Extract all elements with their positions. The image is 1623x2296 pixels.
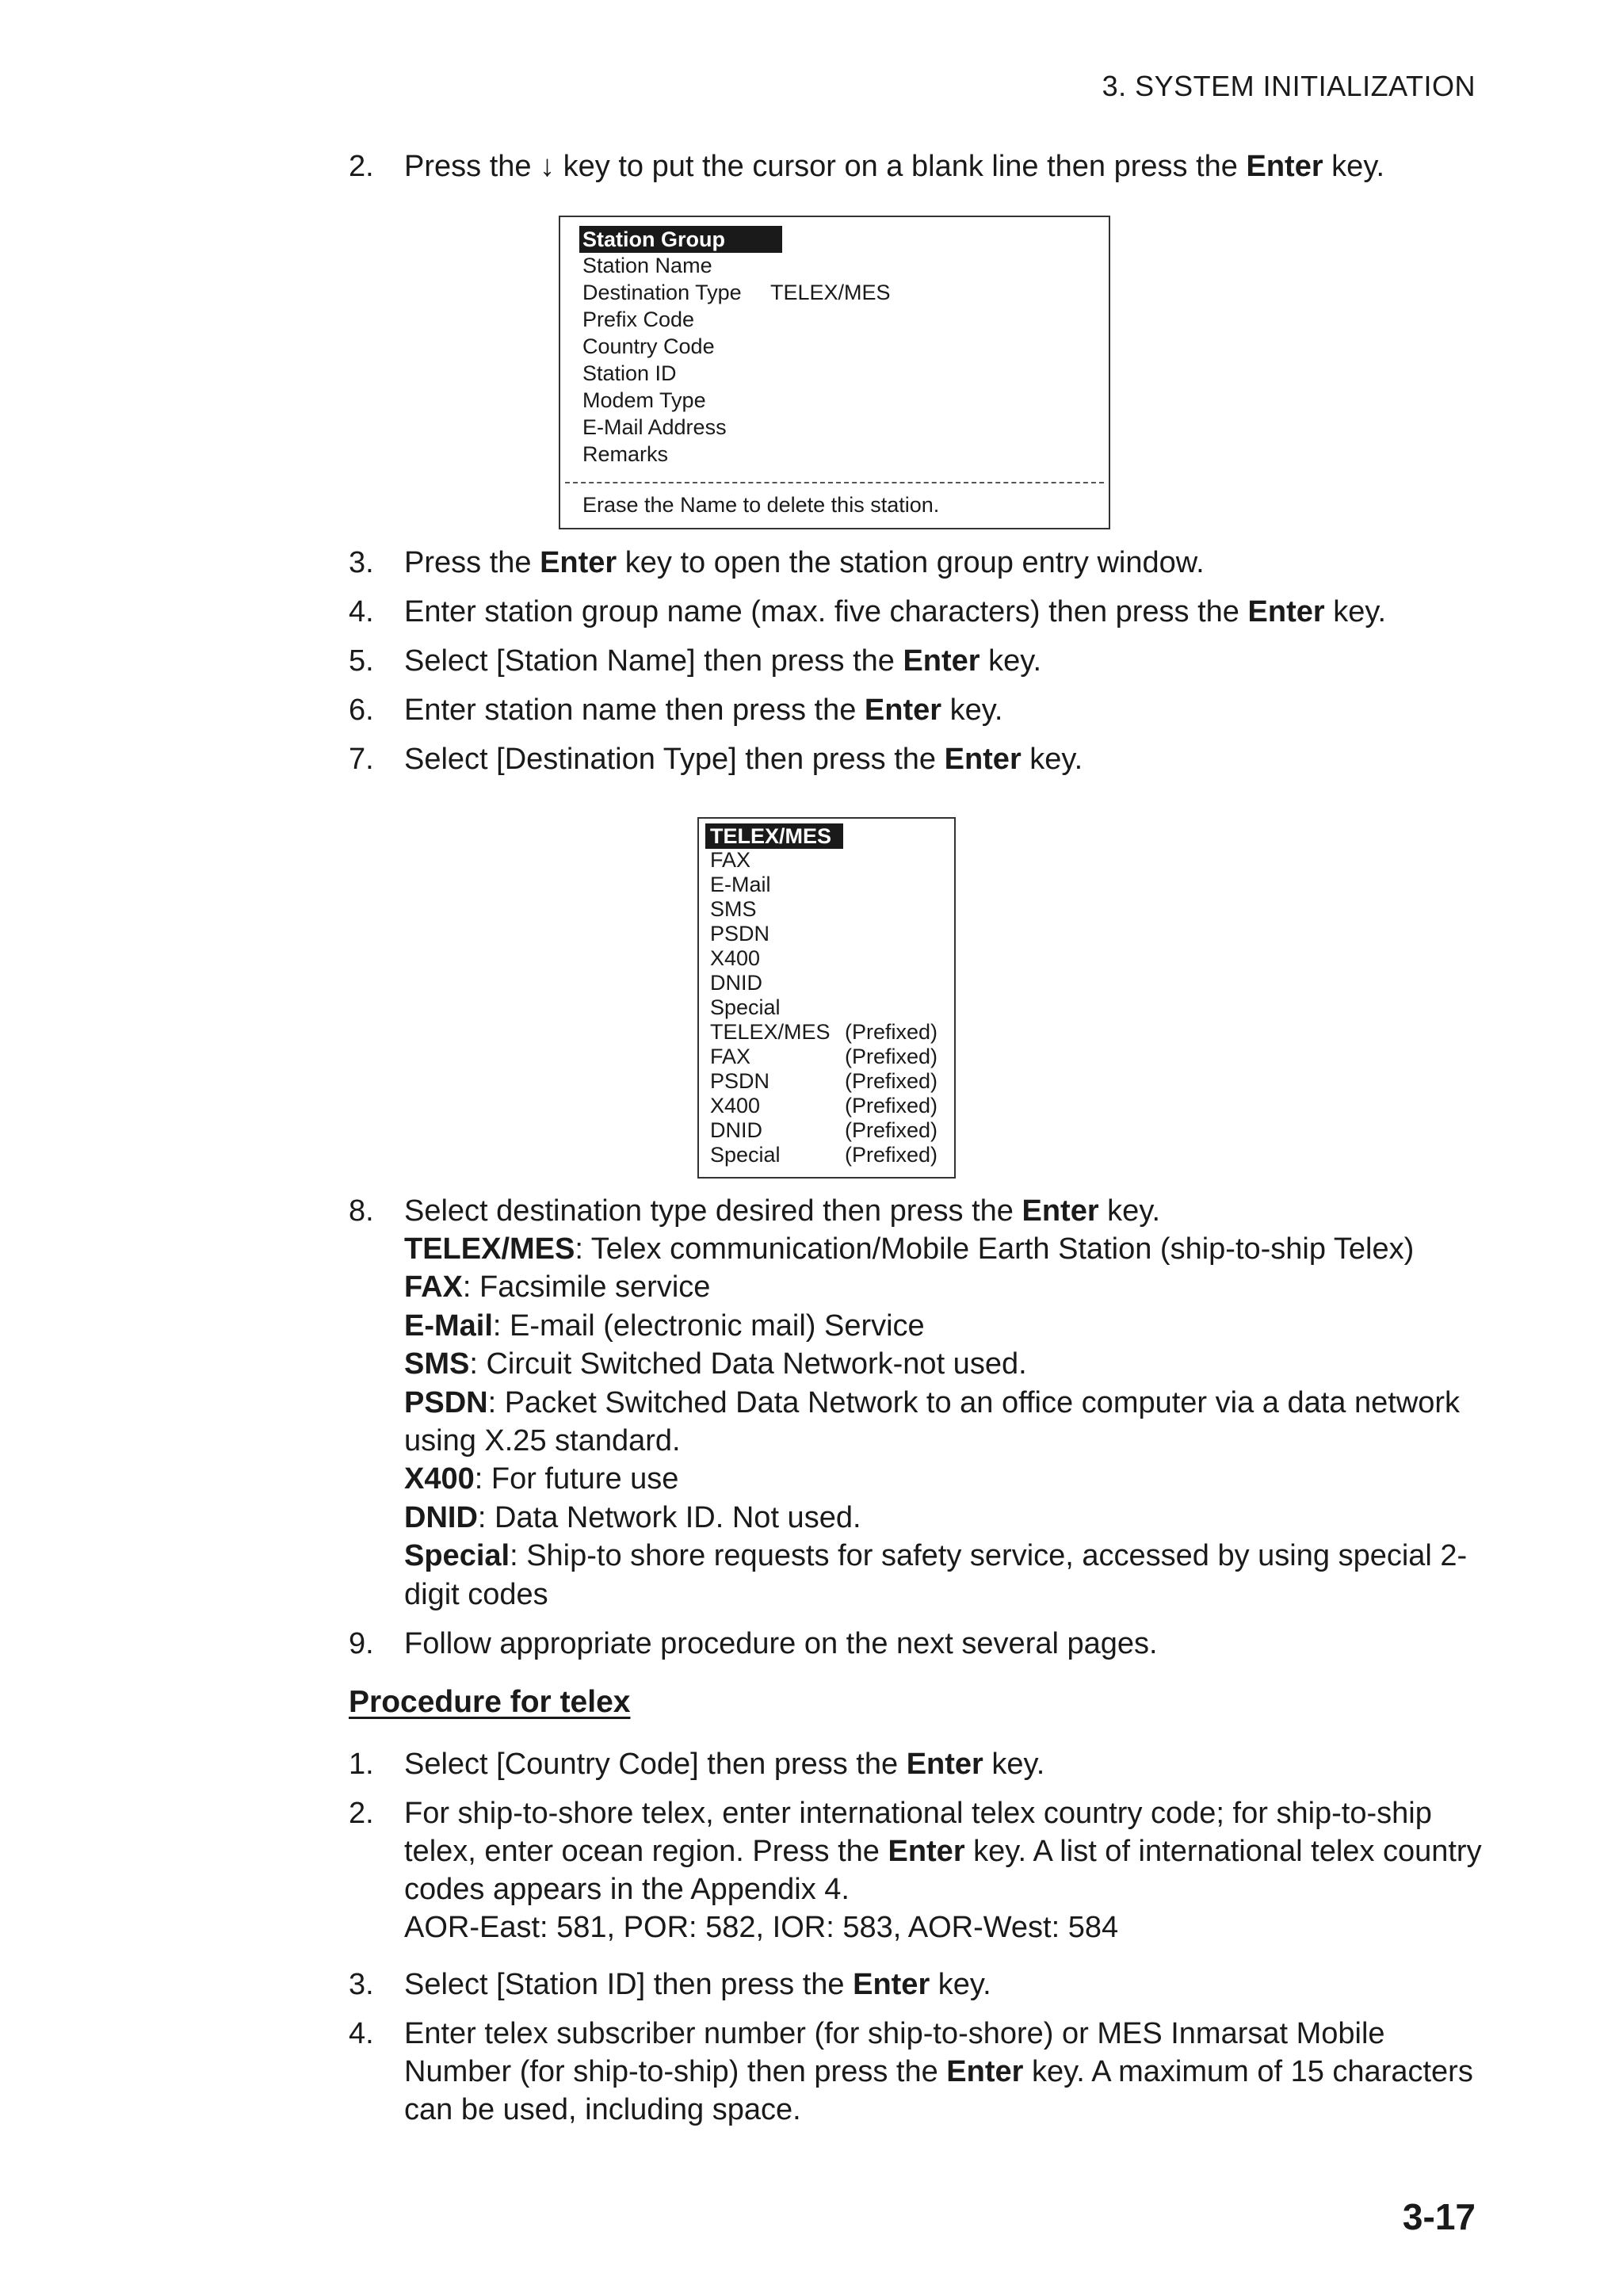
destination-type-menu: [697, 817, 956, 1179]
field-prefix-code[interactable]: Prefix Code: [582, 308, 695, 331]
prefixed-tag: (Prefixed): [845, 1020, 938, 1044]
section-header: 3. SYSTEM INITIALIZATION: [1102, 70, 1476, 102]
ocean-region-codes: AOR-East: 581, POR: 582, IOR: 583, AOR-West: 584: [404, 1911, 1119, 1944]
destination-type-value: TELEX/MES: [770, 281, 891, 304]
menu-item-fax-prefixed[interactable]: FAX: [710, 1045, 751, 1068]
menu-item-psdn[interactable]: PSDN: [710, 922, 770, 946]
prefixed-tag: (Prefixed): [845, 1143, 938, 1167]
step-text: Enter station name then press the Enter key.: [404, 693, 1003, 727]
step-number: 3.: [349, 546, 374, 579]
section-heading: Procedure for telex: [349, 1685, 631, 1719]
step-number: 1.: [349, 1748, 374, 1781]
definition-x400: X400: For future use: [404, 1462, 679, 1496]
step-number: 3.: [349, 1968, 374, 2001]
menu-item-dnid-prefixed[interactable]: DNID: [710, 1118, 762, 1142]
prefixed-tag: (Prefixed): [845, 1045, 938, 1068]
step-number: 2.: [349, 150, 374, 183]
field-email-address[interactable]: E-Mail Address: [582, 415, 727, 439]
step-number: 2.: [349, 1797, 374, 1830]
menu-item-special[interactable]: Special: [710, 995, 781, 1019]
window-note: Erase the Name to delete this station.: [582, 493, 940, 517]
prefixed-tag: (Prefixed): [845, 1069, 938, 1093]
step-text: Select [Station ID] then press the Enter key.: [404, 1968, 991, 2001]
field-modem-type[interactable]: Modem Type: [582, 388, 706, 412]
step-text: Select [Country Code] then press the Enter key.: [404, 1748, 1045, 1781]
destination-definitions: [404, 1230, 1482, 1614]
menu-item-psdn-prefixed[interactable]: PSDN: [710, 1069, 770, 1093]
step-number: 6.: [349, 693, 374, 727]
divider: [565, 482, 1104, 483]
step-text: Press the Enter key to open the station group entry window.: [404, 546, 1205, 579]
prefixed-tag: (Prefixed): [845, 1118, 938, 1142]
menu-item-special-prefixed[interactable]: Special: [710, 1143, 781, 1167]
menu-item-sms[interactable]: SMS: [710, 897, 757, 921]
menu-item-telex-mes-prefixed[interactable]: TELEX/MES: [710, 1020, 831, 1044]
step-number: 4.: [349, 595, 374, 628]
definition-fax: FAX: Facsimile service: [404, 1270, 711, 1305]
menu-item-x400-prefixed[interactable]: X400: [710, 1094, 761, 1117]
step-text: For ship-to-shore telex, enter international telex country code; for ship-to-ship telex, enter ocean region. Press the Enter key. A list of international telex country codes appears in the Appendix 4. AOR-East: 581, POR: 582, IOR: 583, AOR-West: 584: [404, 1797, 1482, 1944]
step-text: Follow appropriate procedure on the next several pages.: [404, 1627, 1158, 1660]
definition-dnid: DNID: Data Network ID. Not used.: [404, 1500, 861, 1534]
field-station-id[interactable]: Station ID: [582, 361, 677, 385]
step-number: 9.: [349, 1627, 374, 1660]
step-number: 5.: [349, 644, 374, 678]
definition-telex-mes: TELEX/MES: Telex communication/Mobile Earth Station (ship-to-ship Telex): [404, 1232, 1415, 1266]
step-text: Enter station group name (max. five characters) then press the Enter key.: [404, 595, 1387, 628]
step-number: 4.: [349, 2017, 374, 2050]
station-entry-window: [559, 216, 1110, 529]
station-group-field[interactable]: Station Group: [579, 226, 782, 253]
definition-sms: SMS: Circuit Switched Data Network-not used.: [404, 1347, 1027, 1381]
step-text: Select [Station Name] then press the Enter key.: [404, 644, 1042, 678]
page-number: 3-17: [1402, 2196, 1476, 2237]
step-text: Enter telex subscriber number (for ship-to-shore) or MES Inmarsat Mobile Number (for ship-to-ship) then press the Enter key. A maximum of 15 characters can be used, including space.: [404, 2017, 1473, 2126]
step-text: Press the ↓ key to put the cursor on a blank line then press the Enter key.: [404, 150, 1385, 183]
step-text: Select destination type desired then press the Enter key.: [404, 1194, 1161, 1228]
step-text: Select [Destination Type] then press the Enter key.: [404, 743, 1083, 776]
menu-item-fax[interactable]: FAX: [710, 848, 751, 872]
step-number: 8.: [349, 1194, 374, 1228]
menu-item-email[interactable]: E-Mail: [710, 873, 771, 896]
definition-psdn: PSDN: Packet Switched Data Network to an office computer via a data network using X.25 standard.: [404, 1385, 1461, 1458]
field-destination-type[interactable]: Destination Type: [582, 281, 742, 304]
step-number: 7.: [349, 743, 374, 776]
field-country-code[interactable]: Country Code: [582, 334, 715, 358]
field-remarks[interactable]: Remarks: [582, 442, 669, 466]
prefixed-tag: (Prefixed): [845, 1094, 938, 1117]
menu-item-telex-mes[interactable]: TELEX/MES: [705, 823, 843, 849]
field-station-name[interactable]: Station Name: [582, 254, 712, 277]
definition-special: Special: Ship-to shore requests for safety service, accessed by using special 2-digit codes: [404, 1539, 1468, 1611]
menu-item-dnid[interactable]: DNID: [710, 971, 762, 995]
definition-email: E-Mail: E-mail (electronic mail) Service: [404, 1308, 925, 1343]
menu-item-x400[interactable]: X400: [710, 946, 761, 970]
